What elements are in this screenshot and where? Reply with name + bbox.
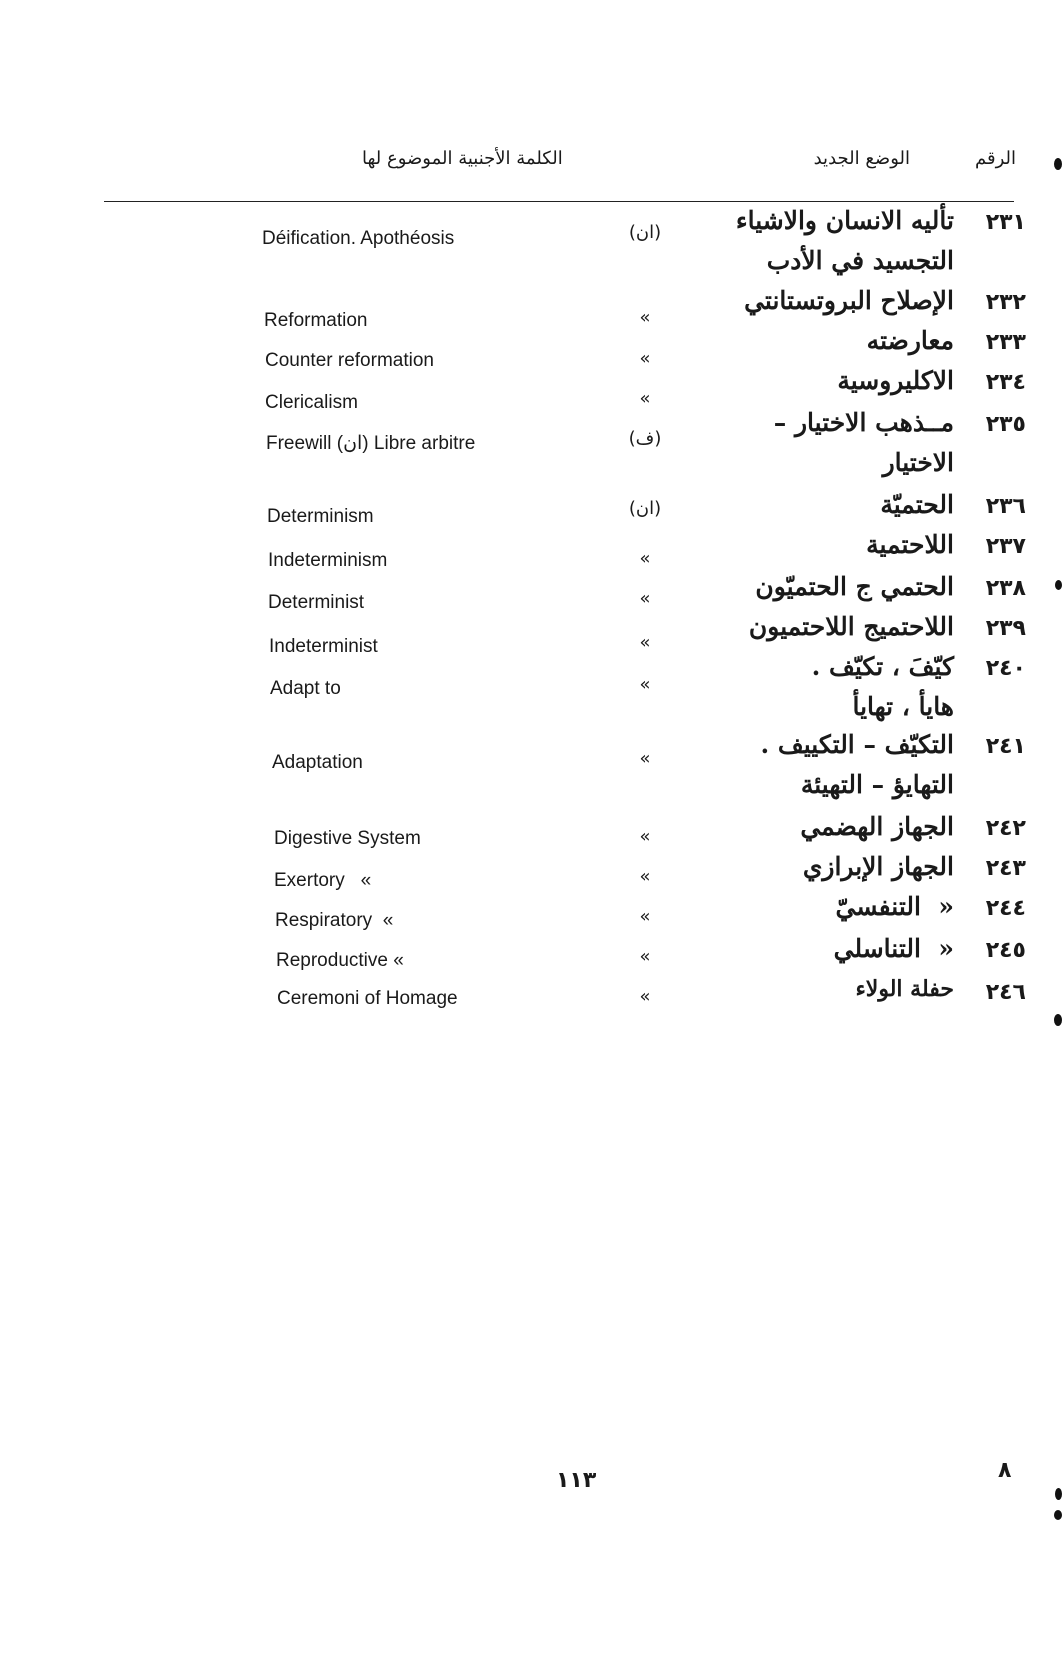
entry-english: Déification. Apothéosis xyxy=(262,228,455,249)
entry-mark: (ان) xyxy=(628,498,662,519)
entry-english: Clericalism xyxy=(265,392,358,413)
entry-arabic: الجهاز الهضمي xyxy=(800,812,954,841)
entry-mark: « xyxy=(639,986,651,1007)
entry-arabic: الحتمي ج الحتميّون xyxy=(755,572,954,601)
entry-arabic: حفلة الولاء xyxy=(855,976,954,1002)
header-new-term: الوضع الجديد xyxy=(813,148,910,169)
entry-number: ٢٣٣ xyxy=(985,330,1026,355)
entry-mark: « xyxy=(639,348,651,369)
entry-mark: « xyxy=(639,748,651,769)
entry-english: Determinism xyxy=(267,506,374,527)
entry-mark: « xyxy=(639,307,651,328)
header-number: الرقم xyxy=(974,148,1016,169)
entry-number: ٢٣١ xyxy=(985,210,1026,235)
entry-mark: « xyxy=(639,826,651,847)
entry-arabic: مــذهب الاختيار – xyxy=(773,408,954,437)
header-rule xyxy=(104,201,1014,202)
entry-number: ٢٣٢ xyxy=(985,290,1026,315)
entry-english: Ceremoni of Homage xyxy=(277,988,458,1009)
entry-arabic: الجهاز الإبرازي xyxy=(802,852,954,881)
entry-mark: « xyxy=(639,906,651,927)
entry-english: Indeterminist xyxy=(269,636,378,657)
entry-english: Exertory « xyxy=(274,870,372,891)
entry-mark: « xyxy=(639,588,651,609)
entry-mark: « xyxy=(639,632,651,653)
entry-mark: « xyxy=(639,548,651,569)
entry-mark: « xyxy=(639,674,651,695)
scan-speck xyxy=(1054,158,1062,170)
entry-english: Reformation xyxy=(264,310,368,331)
entry-number: ٢٣٤ xyxy=(985,370,1026,395)
entry-number: ٢٣٦ xyxy=(985,494,1026,519)
entry-number: ٢٤٤ xyxy=(985,896,1026,921)
entry-arabic-line2: الاختيار xyxy=(882,448,954,477)
entry-mark: (ف) xyxy=(628,428,662,449)
entry-arabic: تأليه الانسان والاشياء xyxy=(735,206,954,235)
entry-english: Determinist xyxy=(268,592,365,613)
entry-arabic: التكيّف – التكييف . xyxy=(760,730,954,759)
entry-number: ٢٤٥ xyxy=(985,938,1026,963)
entry-number: ٢٤٣ xyxy=(985,856,1026,881)
entry-arabic: الإصلاح البروتستانتي xyxy=(744,286,954,315)
entry-english: Freewill (ان) Libre arbitre xyxy=(266,433,476,454)
entry-english: Adapt to xyxy=(270,678,341,699)
entry-english: Digestive System xyxy=(274,828,421,849)
page-number: ١١٣ xyxy=(556,1468,597,1493)
entry-mark: « xyxy=(639,946,651,967)
entry-arabic: كيّفَ ، تكيّف . xyxy=(811,652,954,681)
scan-speck xyxy=(1054,1014,1062,1026)
entry-arabic-line2: التجسيد في الأدب xyxy=(766,246,954,275)
entry-english: Reproductive « xyxy=(276,950,404,971)
header-foreign: الكلمة الأجنبية الموضوع لها xyxy=(362,148,563,169)
entry-mark: « xyxy=(639,866,651,887)
entry-number: ٢٤١ xyxy=(985,734,1026,759)
scan-speck xyxy=(1055,580,1062,590)
entry-arabic: « التنفسيّ xyxy=(835,892,954,921)
entry-arabic-line2: هايأ ، تهايأ xyxy=(852,692,954,721)
entry-number: ٢٤٠ xyxy=(985,656,1026,681)
entry-arabic: الحتميّة xyxy=(880,490,954,519)
entry-number: ٢٣٨ xyxy=(985,576,1026,601)
scan-speck xyxy=(1055,1488,1062,1500)
entry-english: Counter reformation xyxy=(265,350,434,371)
entry-english: Respiratory « xyxy=(275,910,394,931)
entry-mark: « xyxy=(639,388,651,409)
entry-arabic: « التناسلي xyxy=(833,934,954,963)
entry-number: ٢٤٢ xyxy=(985,816,1026,841)
entry-mark: (ان) xyxy=(628,222,662,243)
entry-arabic: اللاحتميج اللاحتميون xyxy=(748,612,954,641)
entry-arabic: معارضته xyxy=(866,326,954,355)
entry-arabic: اللاحتمية xyxy=(866,530,954,559)
entry-arabic-line2: التهايؤ – التهيئة xyxy=(800,770,954,799)
scan-speck xyxy=(1054,1510,1062,1520)
entry-number: ٢٤٦ xyxy=(985,980,1026,1005)
sheet-number: ٨ xyxy=(998,1458,1012,1483)
entry-arabic: الاكليروسية xyxy=(837,366,954,395)
entry-number: ٢٣٧ xyxy=(985,534,1026,559)
entry-english: Adaptation xyxy=(272,752,363,773)
entry-number: ٢٣٩ xyxy=(985,616,1026,641)
entry-number: ٢٣٥ xyxy=(985,412,1026,437)
entry-english: Indeterminism xyxy=(268,550,388,571)
